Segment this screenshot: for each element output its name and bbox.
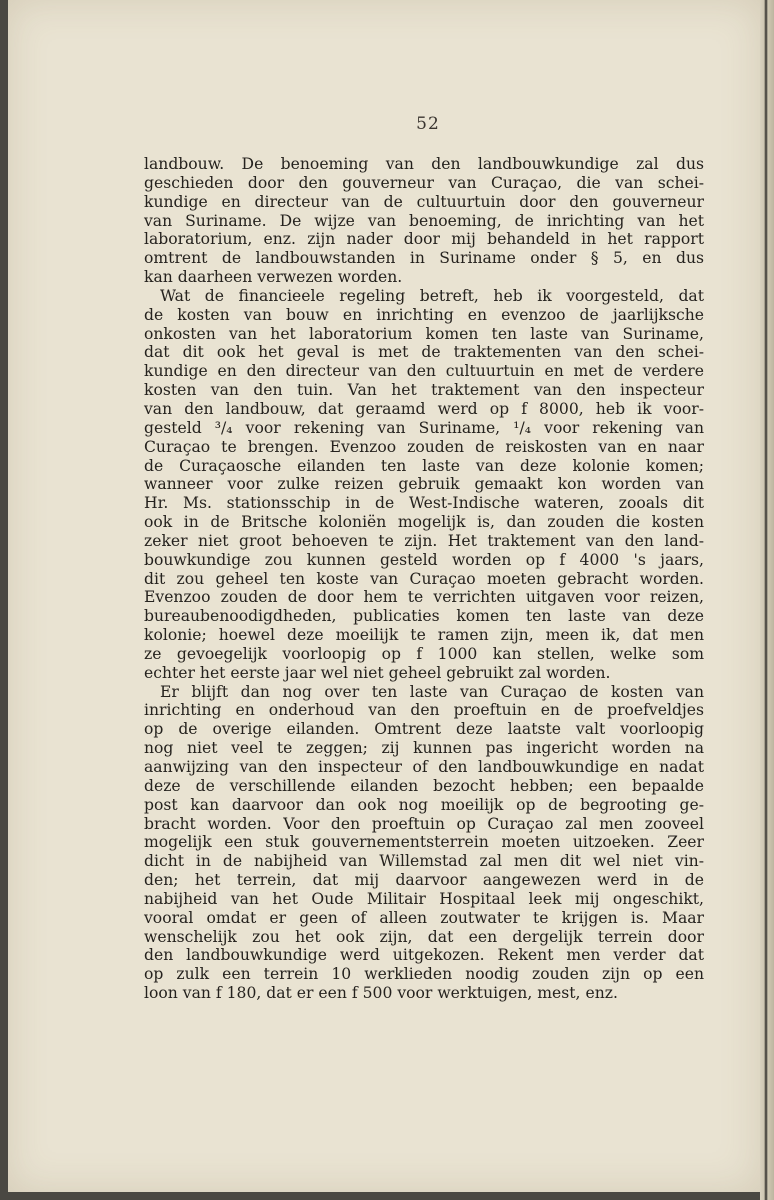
text-line: kundige en directeur van de cultuurtuin door den gouverneur xyxy=(144,192,704,211)
text-line: nabijheid van het Oude Militair Hospitaal leek mij ongeschikt, xyxy=(144,889,704,908)
text-line: geschieden door den gouverneur van Curaçao, die van schei- xyxy=(144,173,704,192)
text-line: loon van f 180, dat er een f 500 voor werktuigen, mest, enz. xyxy=(144,984,618,1003)
text-line: de kosten van bouw en inrichting en evenzoo de jaarlijksche xyxy=(144,305,704,324)
text-line: dit zou geheel ten koste van Curaçao moeten gebracht worden. xyxy=(144,569,704,588)
text-line: kundige en den directeur van den cultuurtuin en met de verdere xyxy=(144,362,704,381)
text-line: mogelijk een stuk gouvernementsterrein moeten uitzoeken. Zeer xyxy=(144,833,704,852)
text-line: bureaubenoodigdheden, publicaties komen ten laste van deze xyxy=(144,607,704,626)
text-line: Hr. Ms. stationsschip in de West-Indische wateren, zooals dit xyxy=(144,494,704,513)
text-line: van Suriname. De wijze van benoeming, de inrichting van het xyxy=(144,211,704,230)
text-line: Curaçao te brengen. Evenzoo zouden de reiskosten van en naar xyxy=(144,437,704,456)
page-number: 52 xyxy=(416,114,440,134)
text-line: inrichting en onderhoud van den proeftuin en de proefveldjes xyxy=(144,701,704,720)
text-line: den landbouwkundige werd uitgekozen. Rekent men verder dat xyxy=(144,946,704,965)
text-line: omtrent de landbouwstanden in Suriname onder § 5, en dus xyxy=(144,249,704,268)
text-line: den; het terrein, dat mij daarvoor aangewezen werd in de xyxy=(144,871,704,890)
text-line: wenschelijk zou het ook zijn, dat een dergelijk terrein door xyxy=(144,927,704,946)
text-line: op de overige eilanden. Omtrent deze laatste valt voorloopig xyxy=(144,720,704,739)
text-line: aanwijzing van den inspecteur of den landbouwkundige en nadat xyxy=(144,758,704,776)
text-line: kosten van den tuin. Van het traktement van den inspecteur xyxy=(144,381,704,400)
text-line: kan daarheen verwezen worden. xyxy=(144,268,403,287)
paragraph xyxy=(144,683,704,1003)
text-line: landbouw. De benoeming van den landbouwkundige zal dus xyxy=(144,155,704,173)
text-line: gesteld ³/₄ voor rekening van Suriname, ¹/₄ voor rekening van xyxy=(144,418,704,437)
text-line: wanneer voor zulke reizen gebruik gemaakt kon worden van xyxy=(144,475,704,494)
text-line: dicht in de nabijheid van Willemstad zal men dit wel niet vin- xyxy=(144,852,704,871)
text-line: Er blijft dan nog over ten laste van Curaçao de kosten van xyxy=(160,682,704,701)
text-line: zeker niet groot behoeven te zijn. Het traktement van den land- xyxy=(144,531,704,550)
text-line: op zulk een terrein 10 werklieden noodig zouden zijn op een xyxy=(144,965,704,984)
text-line: kolonie; hoewel deze moeilijk te ramen zijn, meen ik, dat men xyxy=(144,626,704,645)
text-line: dat dit ook het geval is met de traktementen van den schei- xyxy=(144,343,704,362)
text-line: ook in de Britsche koloniën mogelijk is, dan zouden die kosten xyxy=(144,513,704,532)
text-line: post kan daarvoor dan ook nog moeilijk op de begrooting ge- xyxy=(144,795,704,814)
text-line: echter het eerste jaar wel niet geheel gebruikt zal worden. xyxy=(144,663,611,682)
text-line: laboratorium, enz. zijn nader door mij behandeld in het rapport xyxy=(144,230,704,249)
text-line: van den landbouw, dat geraamd werd op f 8000, heb ik voor- xyxy=(144,399,704,418)
paragraph xyxy=(144,287,704,683)
paragraph xyxy=(144,155,704,287)
text-line: vooral omdat er geen of alleen zoutwater te krijgen is. Maar xyxy=(144,908,704,927)
text-line: de Curaçaosche eilanden ten laste van deze kolonie komen; xyxy=(144,456,704,475)
page-edge xyxy=(760,0,774,1200)
text-line: bracht worden. Voor den proeftuin op Curaçao zal men zooveel xyxy=(144,814,704,833)
text-line: bouwkundige zou kunnen gesteld worden op f 4000 's jaars, xyxy=(144,550,704,569)
book-page xyxy=(8,0,760,1192)
text-line: Evenzoo zouden de door hem te verrichten uitgaven voor reizen, xyxy=(144,588,704,607)
text-line: deze de verschillende eilanden bezocht hebben; een bepaalde xyxy=(144,776,704,795)
text-line: ze gevoegelijk voorloopig op f 1000 kan stellen, welke som xyxy=(144,644,704,663)
text-line: nog niet veel te zeggen; zij kunnen pas ingericht worden na xyxy=(144,739,704,758)
body-text xyxy=(144,155,704,1003)
text-line: onkosten van het laboratorium komen ten laste van Suriname, xyxy=(144,324,704,343)
text-line: Wat de financieele regeling betreft, heb ik voorgesteld, dat xyxy=(160,286,704,305)
